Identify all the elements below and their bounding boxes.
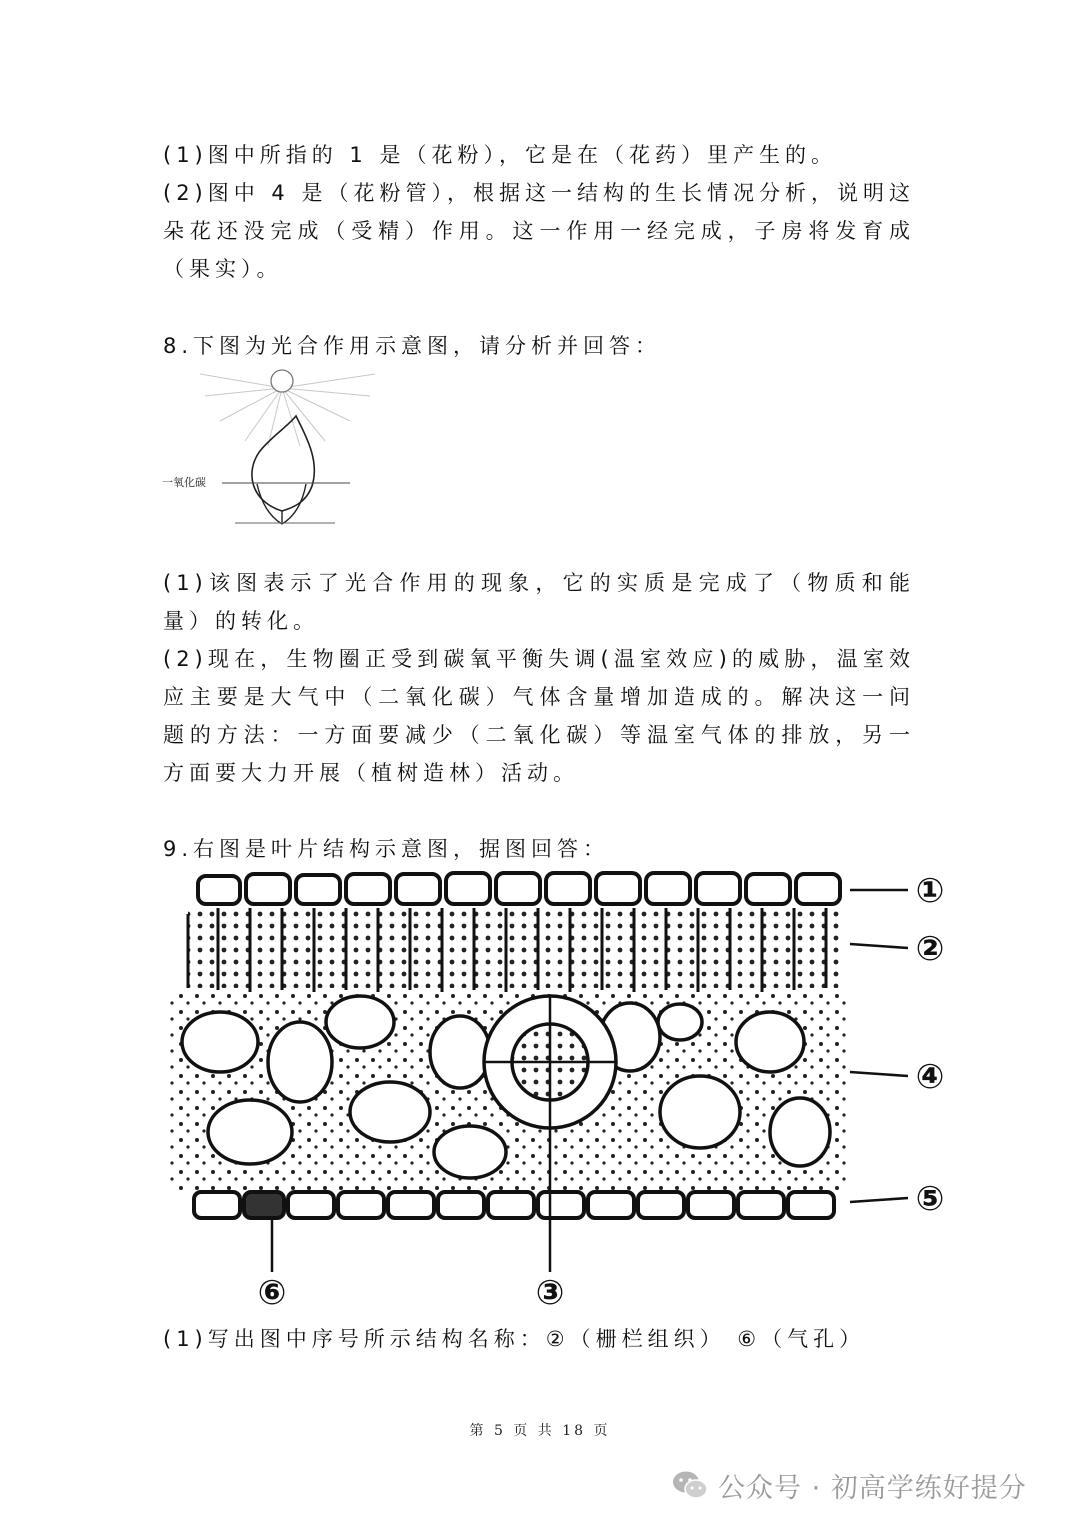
q8-title: 8.下图为光合作用示意图，请分析并回答： [163,334,662,358]
upper-epidermis [198,873,840,904]
label-6: ⑥ [257,1273,287,1313]
label-4: ④ [915,1057,945,1097]
label-1: ① [915,871,945,911]
vein [484,996,616,1128]
leaf-structure-figure [160,862,960,1322]
q9-title: 9.右图是叶片结构示意图，据图回答： [163,837,610,861]
label-3: ③ [535,1273,565,1313]
q8-answer-1: (1)该图表示了光合作用的现象，它的实质是完成了（物质和能量）的转化。 [163,571,915,633]
photosynthesis-figure [160,366,400,536]
lower-epidermis [194,1192,834,1218]
page-footer: 第 5 页 共 18 页 [469,1423,611,1439]
q7-answer-2: (2)图中 4 是（花粉管），根据这一结构的生长情况分析，说明这朵花还没完成（受精）作用。这一作用一经完成，子房将发育成（果实）。 [163,181,915,281]
q9-answer-1: (1)写出图中序号所示结构名称：②（栅栏组织） ⑥（气孔） [163,1327,866,1351]
q7-answer-1: (1)图中所指的 1 是（花粉），它是在（花药）里产生的。 [163,143,837,167]
co2-label: 一氧化碳 [162,476,206,489]
wechat-icon [672,1470,708,1500]
label-2: ② [915,929,945,969]
label-5: ⑤ [915,1179,945,1219]
q8-answer-2: (2)现在，生物圈正受到碳氧平衡失调(温室效应)的威胁，温室效应主要是大气中（二氧化碳）气体含量增加造成的。解决这一问题的方法：一方面要减少（二氧化碳）等温室气体的排放，另一方面要大力开展（植树造林）活动。 [163,647,915,785]
sun-icon [271,370,293,392]
watermark-text: 公众号 · 初高学练好提分 [718,1472,1027,1504]
watermark [672,1465,1027,1505]
palisade-tissue [188,908,844,992]
